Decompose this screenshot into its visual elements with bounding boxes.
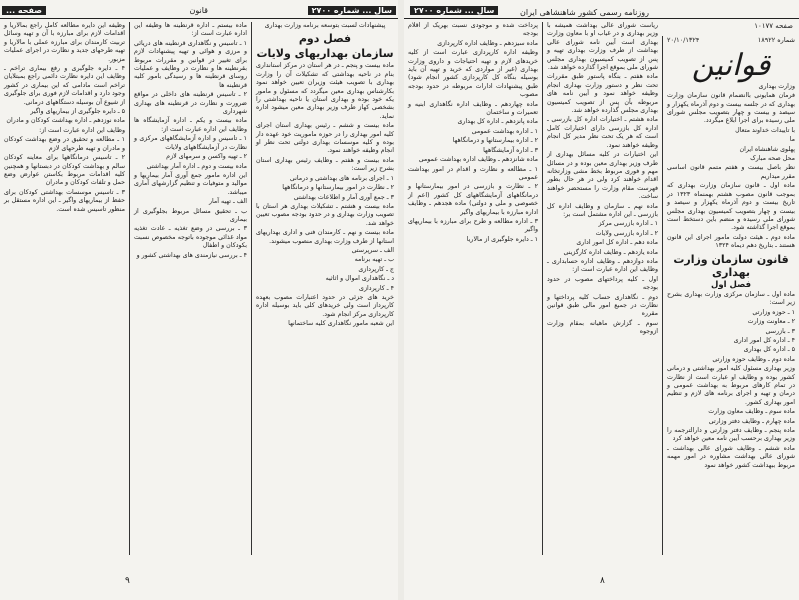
paragraph: ۱ ـ مطالعه و نظارت و اقدام در امور بهداشت عمومی <box>408 165 538 181</box>
paragraphs <box>667 291 795 470</box>
page-number: ۹ <box>125 576 130 586</box>
paragraph: ۲ ـ تاسیس درمانگاهها برای معاینه کودکان سالم و بهداشت کودکان در دبستانها و همچنین کلیه اقدامات مربوط بکاستن عوارض وضع حمل و تلفات کودکان و مادران <box>4 154 125 187</box>
paragraph: ۳ ـ اداره آزمایشگاهها <box>483 146 538 154</box>
paragraph: الف ـ سرپرستی <box>351 246 394 254</box>
paragraph: نظر باصل بیست و هفتم متمم قانون اساسی مقرر میداریم <box>667 164 795 180</box>
paragraph: ۵ ـ اداره کل بهداری <box>743 346 795 354</box>
paragraph: ۲ ـ اداره بازرسی ولایات <box>595 229 658 237</box>
paragraph: ب ـ تحقیق مسائل مربوط بجلوگیری از بیماری <box>134 207 247 223</box>
paragraph: ماده چهارم ـ وظایف دفتر وزارتی <box>708 417 795 425</box>
paragraph: ۳ ـ بررسی در وضع تغذیه ـ عادت تغذیه مواد غذائی موجوده باتوجه مخصوص نسبت بکودکان و اطفال <box>134 225 247 250</box>
header-issue: سال ... شماره ۲۷۰۰ <box>308 6 396 15</box>
law-title: قانون سازمان وزارت بهداری <box>673 252 789 279</box>
laws-title: قوانین <box>691 48 771 84</box>
paragraph: ۱ ـ دایره جلوگیری از مالاریا <box>466 235 538 243</box>
paragraph: پرداخت شده و موجودی نسبت بهریک از اقلام بودجه <box>408 22 538 38</box>
column-left <box>404 22 542 570</box>
paragraph: ماده بیست و یکم ـ اداره آزمایشگاه ها وظایف این اداره عبارت است از: <box>134 117 247 133</box>
paragraph: ماده بیست و دوم ـ اداره آمار بهداشتی <box>146 162 247 170</box>
page-number: ۸ <box>600 576 605 586</box>
paragraph: ماده اول ـ سازمان مرکزی وزارت بهداری بشرح زیر است: <box>667 290 795 307</box>
paragraph: ۲ ـ اداره بیمارستانها و درمانگاهها <box>452 137 538 145</box>
issue-date: ۲۰/۱۰/۱۳۲۴ <box>667 36 700 44</box>
paragraph: ماده دوم ـ وظایف حوزه وزارتی <box>712 355 795 363</box>
paragraph: ماده یازدهم ـ وظایف اداره کارگزینی <box>563 248 658 256</box>
paragraph: ماده دهم ـ اداره کل امور اداری <box>576 239 658 247</box>
paragraph: محل صحه مبارک <box>750 155 795 163</box>
paragraph: ماده دوازدهم ـ وظایف اداره حسابداری ـ وظایف این اداره عبارت است از: <box>547 257 658 274</box>
page-header <box>0 4 398 19</box>
paragraph: ۴ ـ اداره کل امور اداری <box>733 336 795 344</box>
paragraph: این شعبه مامور نگاهداری کلیه ساختمانها <box>288 320 394 328</box>
section-title: سازمان بهداریهای ولایات <box>256 47 394 61</box>
column-middle <box>543 22 662 570</box>
column-middle <box>130 22 251 570</box>
paragraph: ماده سیزدهم ـ وظایف اداره کارپردازی <box>437 39 538 47</box>
column-divider <box>251 22 252 555</box>
paragraph: ۱ ـ اداره بهداشت عمومی <box>471 127 538 135</box>
paragraph: ماده بیست و هشتم ـ تشکیلات بهداری هر استان با تصویب وزارت بهداری و در حدود بودجه مصوب تعیین خواهد شد. <box>256 202 394 227</box>
paragraph: این اختیارات در کلیه مسائل بهداری از طرف وزیر بهداری معین بوده و در مسائل مهم و فوری مربوط بخط مشی وزارتخانه اقدام خواهند کرد ولی در هر حال بطور فهرست مقام وزارت را مستحضر خواهند ساخت. <box>547 151 658 201</box>
issue-line <box>667 36 795 44</box>
column-left <box>0 22 129 570</box>
header-page-label: صفحه ... <box>2 6 46 15</box>
chapter-heading: فصل اول <box>710 279 752 290</box>
paragraph: ۵ ـ دایره جلوگیری از بیماریهای واگیر <box>30 108 125 116</box>
paragraph: ۲ ـ تهیه واکسن و سرمهای لازم <box>166 153 247 161</box>
paragraph: ۳ ـ بازرسی <box>765 327 795 335</box>
paragraph: ماده نوزدهم ـ اداره بهداشت کودکان و مادران <box>6 117 125 125</box>
paragraphs <box>667 92 795 250</box>
paragraph: ۱ ـ تاسیس و نگاهداری قرنطینه های دریائی و مرزی و هوائی و تهیه پیشنهادات لازم برای تغییر در قوانین و مقررات مربوط بقرنطینه ها و نظارت در وظایف و عملیات روسای قرنطینه ها و رسیدگی بامور کلیه قرنطینه ها <box>134 39 247 89</box>
paragraph: فرمان همایونی باانضمام قانون سازمان وزارت بهداری که در جلسه بیست و دوم آذرماه یکهزار و سیصد و بیست و چهار بتصویب مجلس شورای ملی رسیده برای اجرا ابلاغ میگردد. <box>667 92 795 125</box>
paragraph: ۳ ـ جمع آوری آمار و اطلاعات بهداشتی <box>293 193 394 201</box>
paragraph: ۲ ـ نظارت در امور بیمارستانها و درمانگاهها <box>282 184 394 192</box>
paragraph: ماده چهاردهم ـ وظایف اداره نگاهداری ابنیه و تعمیرات و ساختمان <box>408 100 538 117</box>
paragraph: ماده اول ـ قانون سازمان وزارت بهداری که بموجب قانون مصوب هشتم بهمنماه ۱۳۲۳ در تاریخ بیست و دوم آذرماه یکهزار و سیصد و بیست و چهار بتصویب کمیسیون بهداری مجلس شورای ملی رسیده و منضم باین دستخط است بموقع اجرا گذاشته شود. <box>667 182 795 232</box>
paragraph: وزیر بهداری مسئول کلیه امور بهداشتی و درمانی کشور بوده و وظایف او عبارت است از نظارت در تمام کارهای مربوط به بهداشت عمومی و درمان و تهیه و اجرای برنامه های لازم و تنظیم امور بهداری کشور. <box>667 365 795 406</box>
gazette-name: روزنامه رسمی کشور شاهنشاهی ایران <box>520 8 649 17</box>
right-page <box>404 0 799 600</box>
paragraph: وظیفه این دایره مطالعه کامل راجع بمالاریا و اقدامات لازم برای مبارزه با آن و تهیه وسائل تربیت کارمندان برای مبارزه عملی با مالاریا و تهیه طرحهای جدید و نظارت در اجرای عملیات مزبور. <box>4 22 125 63</box>
paragraph: با تاییدات خداوند متعال <box>735 126 795 134</box>
column-right <box>663 36 799 570</box>
paragraph: ۴ ـ کارپردازی <box>359 284 394 292</box>
paragraph: ۴ ـ دایره جلوگیری و رفع بیماری تراخم ـ وظایف این دایره نظارت دائمی راجع بمبتلایان تراخم است مادامی که این بیماری در کشور وجود دارد و اقدامات لازم فوری برای جلوگیری از شیوع آن بوسیله دستگاههای درمانی. <box>4 65 125 106</box>
paragraphs <box>134 22 247 260</box>
paragraph: ریاست شورای عالی بهداشت همیشه با وزیر بهداری و در غیاب او با معاون وزارت بهداری است آیین نامه شورای عالی بهداشت از طرف وزارت بهداری تهیه و پس از تصویب کمیسیون بهداری مجلس شورای ملی بموقع اجرا گذارده خواهد شد. <box>547 22 658 72</box>
paragraph: وظیفه اداره کارپردازی عبارت است از کلیه خریدهای لازم و تهیه احتیاجات و داروی وزارت بهداری (غیر از مواردی که خرید و تهیه آن باید بوسیله بنگاه کل کارپردازی کشور انجام شود) طبق پیشنهادات ادارات مربوطه در حدود بودجه مصوب <box>408 49 538 99</box>
paragraph: ماده هشتم ـ اختیارات اداره کل بازرسی ـ اداره کل بازرسی دارای اختیارات کامل است که هر یک تحت نظر مدیر کل انجام وظیفه خواهند نمود. <box>547 116 658 149</box>
paragraph: د ـ نگاهداری اموال و اثاثیه <box>325 275 394 283</box>
paragraph: ما <box>789 136 795 144</box>
paragraphs <box>256 62 394 328</box>
left-page <box>0 0 398 600</box>
ministry-label: وزارت بهداری <box>758 82 795 90</box>
paragraph: ماده پانزدهم ـ اداره کل بهداری <box>457 118 538 126</box>
paragraph: ۴ ـ بررسی نیازمندی های بهداشتی کشور و <box>136 251 247 259</box>
chapter-heading: فصل دوم <box>298 32 352 46</box>
paragraphs <box>547 22 658 337</box>
paragraph: الف ـ تهیه آمار <box>208 198 247 206</box>
paragraph: ماده بیست و ششم ـ رئیس بهداری استان اجرای کلیه امور بهداری را در حوزه ماموریت خود عهده دار بوده و کلیه موسسات بهداری دولتی تحت نظر او انجام وظیفه خواهند نمود. <box>256 122 394 155</box>
paragraph: سوم ـ گزارش ماهیانه بمقام وزارت ازوجوه <box>547 319 658 336</box>
paragraph: ماده ششم ـ وظایف شورای عالی بهداشت ـ شورای عالی بهداشت مشاوره در امور مهمه مربوط ببهداشت کشور خواهد نمود <box>667 444 795 469</box>
paragraph: ۲ ـ معاونت وزارت <box>747 318 795 326</box>
paragraph: ۱ ـ اداره بازرسی مرکز <box>598 220 658 228</box>
paragraph: ۲ ـ تاسیس قرنطینه های داخلی در مواقع ضرورت و نظارت در قرنطینه های بهداری شهرداری <box>134 91 247 116</box>
paragraph: ماده بیست و نهم ـ کارمندان فنی و اداری بهداریهای استانها از طرف وزارت بهداری منصوب میشوند. <box>256 229 394 245</box>
paragraph: این اداره مامور جمع آوری آمار بیماریها و موالید و متوفیات و تنظیم گزارشهای آماری میباشد. <box>134 171 247 196</box>
paragraph: ماده هفتم ـ بنگاه پاستور طبق مقررات تحت نظر و دستور وزارت بهداری انجام وظیفه خواهد نمود و آیین نامه های مربوطه بآن پس از تصویب کمیسیون بهداری مجلس گذارده خواهد شد. <box>547 73 658 115</box>
header-issue: سال ... شماره ۲۷۰۰ <box>410 6 498 15</box>
paragraph: اول ـ کلیه پرداختهای مصوب در حدود بودجه <box>547 275 658 292</box>
paragraph: وظایف این اداره عبارت است از: <box>39 126 125 134</box>
column-divider <box>129 22 130 555</box>
paragraph: ماده بیستم ـ اداره قرنطینه ها وظیفه این اداره عبارت است از: <box>134 22 247 38</box>
paragraph: ۳ ـ تاسیس موسسات بهداشتی کودکان برای حفظ از بیماریهای واگیر ـ این اداره مستقل بر منظور تاسیس شده است. <box>4 188 125 213</box>
paragraph: پهلوی شاهنشاه ایران <box>739 145 795 153</box>
paragraph: ۳ ـ اداره مطالعه و طرح برای مبارزه با بیماریهای واگیر <box>408 217 538 234</box>
paragraph: خرید های جزئی در حدود اعتبارات مصوب بعهده کارپرداز است ولی خریدهای کلی باید بوسیله اداره کارپردازی مرکز انجام شود. <box>256 293 394 318</box>
paragraph: ماده نهم ـ سازمان و وظایف اداره کل بازرسی ـ این اداره مشتمل است بر: <box>547 202 658 218</box>
paragraph: ۱ ـ اجرای برنامه های بهداشتی و درمانی <box>289 174 394 182</box>
paragraph: ماده شانزدهم ـ وظایف اداره بهداشت عمومی <box>418 156 538 164</box>
column-right <box>252 22 398 570</box>
paragraphs <box>4 22 125 214</box>
column-divider <box>662 36 663 555</box>
paragraph: ج ـ کارپردازی <box>358 265 394 273</box>
paragraph: ۱ ـ حوزه وزارتی <box>752 308 795 316</box>
paragraph: ماده بیست و هفتم ـ وظایف رئیس بهداری استان بشرح زیر است: <box>256 156 394 173</box>
issue-number: شماره ۱۸۹۲۲ <box>757 36 795 44</box>
paragraphs <box>408 22 538 244</box>
paragraph: ماده سوم ـ وظایف معاون وزارت <box>708 408 795 416</box>
header-section: قانون <box>189 6 208 15</box>
paragraph: ۲ ـ نظارت و بازرسی در امور بیمارستانها و درمانگاههای آزمایشگاههای کل کشور (اعم از خصوصی و ملی و دولتی) ماده هجدهم ـ وظایف اداره مبارزه با بیماریهای واگیر <box>408 183 538 216</box>
intro-line: پیشنهادات لسبت بتوسعه برنامه وزارت بهداری <box>264 22 386 29</box>
paragraph: ماده پنجم ـ وظایف دفتر وزارتی و دارالترجمه را وزیر بهداری برحسب آیین نامه معین خواهد کرد <box>667 427 795 443</box>
paragraph: ۱ ـ تاسیس و اداره آزمایشگاههای مرکزی و نظارت در آزمایشگاههای ولایات <box>134 135 247 151</box>
paragraph: ۱ ـ مطالعه و تحقیق در وضع بهداشت کودکان و مادران و تهیه طرحهای لازم <box>4 136 125 152</box>
paragraph: ماده دوم ـ هیئت دولت مامور اجرای این قانون هستند ـ بتاریخ دهم دیماه ۱۳۲۴ <box>667 233 795 250</box>
column-divider <box>542 22 543 555</box>
paragraph: ب ـ تهیه برنامه <box>354 256 394 264</box>
paragraph: دوم ـ نگاهداری حساب کلیه پرداختها و نظارت در جمیع امور مالی طبق قوانین مقرره <box>547 293 658 318</box>
header-page-label: صفحه ۱۰۱۷۷ <box>754 22 793 30</box>
paragraph: ماده بیست و پنجم ـ در هر استان در مرکز استانداری بنام در ناحیه بهداشتی که تشکیلات آن را وزارت بهداری با تصویب هیئت وزیران تعیین خواهد نمود بکارشناس بهداری معین میگردد که مسئول و مامور یکه خود بوده و بهداری استان یا ناحیه بهداشتی را بشخصی کهاز طرف وزیر بهداری معین میشود اداره نماید. <box>256 62 394 120</box>
